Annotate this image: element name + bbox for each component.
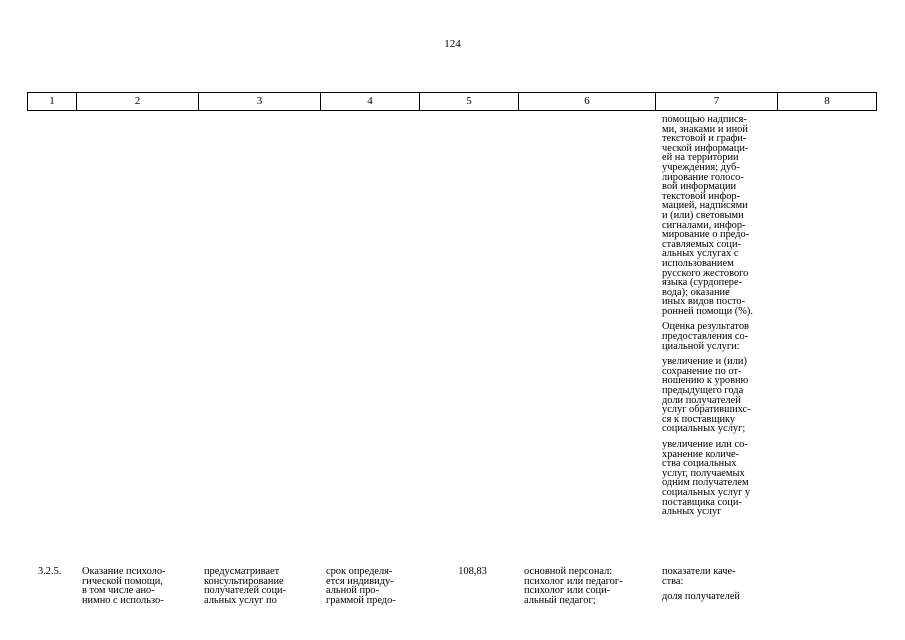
- column-header-8: 8: [824, 95, 830, 107]
- text-line: вой информации: [662, 181, 737, 193]
- text-line: ронней помощи (%).: [662, 305, 753, 317]
- text-line: доли получателей: [662, 394, 741, 406]
- column-header-1: 1: [28, 93, 77, 110]
- row-number: [38, 567, 78, 577]
- text-line: текстовой и графи-: [662, 133, 747, 145]
- text-line: альных услуг: [662, 506, 722, 518]
- text-line: и (или) световыми: [662, 209, 744, 221]
- text-line: срок определя-: [326, 566, 393, 577]
- service-term-cell: [326, 567, 421, 605]
- tariff-value: 108,83: [458, 566, 487, 577]
- page-number: 124: [444, 38, 461, 50]
- row-number-text: 3.2.5.: [38, 566, 62, 577]
- text-line: одним получателем: [662, 477, 749, 489]
- text-line: предыдущего года: [662, 385, 744, 397]
- text-line: лирование голосо-: [662, 171, 744, 183]
- text-line: предоставления со-: [662, 331, 749, 343]
- text-line: ства социальных: [662, 458, 737, 470]
- text-line: социальных услуг у: [662, 486, 751, 498]
- table-header-row: [27, 92, 877, 111]
- quality-heading: [662, 567, 780, 586]
- tariff-cell: [425, 567, 520, 577]
- text-line: учреждения; дуб-: [662, 161, 740, 173]
- text-line: граммой предо-: [326, 594, 396, 606]
- text-line: услуг обратившихс-: [662, 404, 751, 416]
- text-line: доля получателей: [662, 591, 740, 603]
- text-line: ставляемых соци-: [662, 238, 741, 250]
- text-line: использованием: [662, 257, 734, 269]
- text-line: Оценка результатов: [662, 321, 749, 333]
- text-line: ей на территории: [662, 152, 739, 164]
- column-header-6: 6: [519, 93, 656, 110]
- evaluation-criterion-1: [662, 357, 780, 434]
- text-line: поставщика соци-: [662, 496, 742, 508]
- text-line: в том числе ано-: [82, 585, 155, 597]
- text-line: ческой информаци-: [662, 142, 749, 154]
- text-line: психолог или педагог-: [524, 575, 623, 587]
- text-line: альных услуг по: [204, 594, 277, 606]
- text-line: нимно с использо-: [82, 594, 164, 606]
- text-line: вода); оказание: [662, 286, 730, 298]
- text-line: ся к поставщику: [662, 413, 736, 425]
- text-line: сохранение по от-: [662, 365, 742, 377]
- text-line: психолог или соци-: [524, 585, 611, 597]
- text-line: хранение количе-: [662, 448, 740, 460]
- text-line: увеличение или со-: [662, 439, 748, 450]
- column-header-5: 5: [420, 93, 519, 110]
- evaluation-criterion-2: [662, 440, 780, 517]
- text-line: альных услугах с: [662, 248, 739, 260]
- text-line: помощью надпися-: [662, 114, 747, 125]
- evaluation-heading: [662, 322, 780, 351]
- column-header-4: 4: [321, 93, 420, 110]
- text-line: сигналами, инфор-: [662, 219, 746, 231]
- column-header-3: 3: [199, 93, 321, 110]
- text-line: Оказание психоло-: [82, 566, 166, 577]
- text-line: основной персонал:: [524, 566, 613, 577]
- text-line: альной про-: [326, 585, 379, 597]
- column-header-2: 2: [77, 93, 199, 110]
- text-line: текстовой инфор-: [662, 190, 741, 202]
- text-line: ми, знаками и иной: [662, 123, 748, 135]
- text-line: получателей соци-: [204, 585, 287, 597]
- text-line: консультирование: [204, 575, 284, 587]
- text-line: предусматривает: [204, 566, 280, 577]
- text-line: циальной услуги:: [662, 340, 740, 352]
- accessibility-text: [662, 115, 780, 316]
- text-line: мирование о предо-: [662, 229, 750, 241]
- text-line: мацией, надписями: [662, 200, 748, 212]
- text-line: ношению к уровню: [662, 375, 749, 387]
- text-line: социальных услуг;: [662, 423, 746, 435]
- text-line: увеличение и (или): [662, 356, 747, 368]
- text-line: гической помощи,: [82, 575, 163, 587]
- text-line: ется индивиду-: [326, 575, 394, 587]
- text-line: иных видов посто-: [662, 296, 746, 308]
- service-name-cell: [82, 567, 197, 605]
- text-line: альный педагог;: [524, 594, 596, 606]
- service-description-cell: [204, 567, 319, 605]
- column-header-7: 7: [656, 93, 778, 110]
- text-line: ства:: [662, 575, 684, 587]
- text-line: русского жестового: [662, 267, 749, 279]
- text-line: услуг, получаемых: [662, 467, 745, 479]
- column-7-continuation: [662, 115, 780, 523]
- quality-indicators-cell: [662, 567, 780, 608]
- text-line: языка (сурдопере-: [662, 277, 743, 289]
- staff-cell: [524, 567, 659, 605]
- quality-item: [662, 592, 780, 602]
- text-line: показатели каче-: [662, 566, 736, 577]
